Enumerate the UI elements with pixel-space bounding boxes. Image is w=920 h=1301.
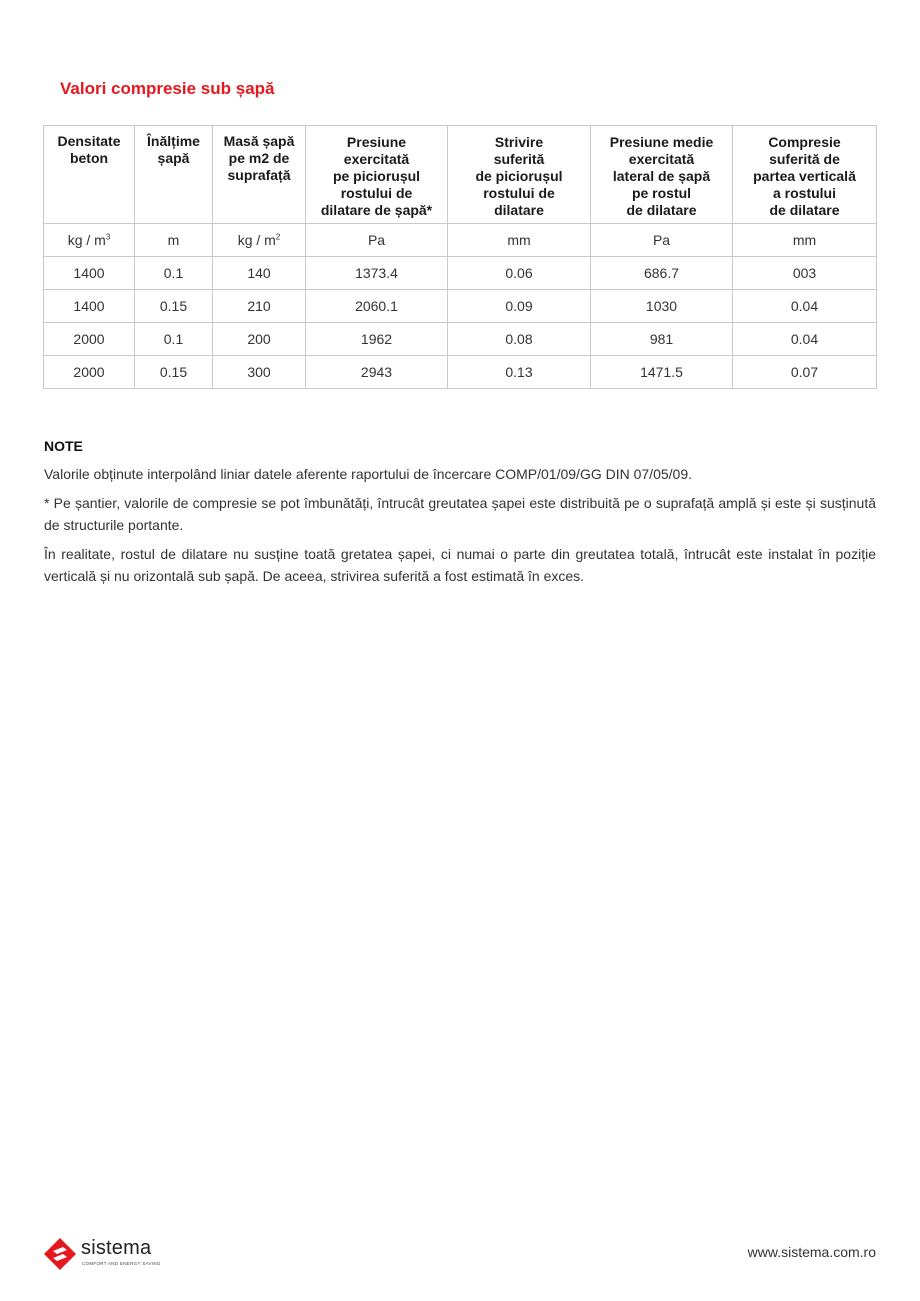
header-lateral-pressure: Presiune medie exercitată lateral de șapă pe rostul de dilatare — [591, 126, 733, 224]
table-row — [44, 257, 877, 290]
unit-pressure: Pa — [306, 224, 448, 257]
table-cell: 140 — [213, 257, 306, 290]
table-cell: 1400 — [44, 290, 135, 323]
table-cell: 0.13 — [448, 356, 591, 389]
unit-height: m — [135, 224, 213, 257]
table-cell: 0.1 — [135, 323, 213, 356]
table-cell: 2000 — [44, 356, 135, 389]
unit-lateral: Pa — [591, 224, 733, 257]
table-cell: 0.09 — [448, 290, 591, 323]
footer-website[interactable]: www.sistema.com.ro — [747, 1244, 876, 1260]
table-cell: 1030 — [591, 290, 733, 323]
table-cell: 1962 — [306, 323, 448, 356]
table-cell: 1373.4 — [306, 257, 448, 290]
table-cell: 1471.5 — [591, 356, 733, 389]
notes-heading: NOTE — [44, 438, 83, 454]
header-density: Densitate beton — [44, 126, 135, 224]
unit-mass-base: kg / m — [237, 232, 276, 248]
sistema-logo — [43, 1237, 163, 1271]
unit-crush: mm — [448, 224, 591, 257]
notes-section — [44, 438, 876, 594]
unit-density — [44, 224, 135, 257]
table-cell: 2060.1 — [306, 290, 448, 323]
sistema-logo-icon — [43, 1237, 77, 1271]
note-paragraph: * Pe șantier, valorile de compresie se pot îmbunătăți, întrucât greutatea șapei este distribuită pe o suprafață amplă și este și susținută de structurile portante. — [44, 495, 876, 533]
table-cell: 0.07 — [733, 356, 877, 389]
logo-name: sistema — [81, 1237, 152, 1259]
header-height: Înălțime șapă — [135, 126, 213, 224]
table-cell: 210 — [213, 290, 306, 323]
note-paragraph: Valorile obținute interpolând liniar datele aferente raportului de încercare COMP/01/09/GG DIN 07/05/09. — [44, 466, 692, 482]
unit-mass-exp: 2 — [275, 232, 281, 242]
table-cell: 0.04 — [733, 290, 877, 323]
compression-table — [43, 125, 877, 389]
header-pressure: Presiune exercitată pe piciorușul rostului de dilatare de șapă* — [306, 126, 448, 224]
header-compression: Compresie suferită de partea verticală a rostului de dilatare — [733, 126, 877, 224]
table-cell: 0.15 — [135, 356, 213, 389]
unit-mass — [213, 224, 306, 257]
table-cell: 200 — [213, 323, 306, 356]
table-cell: 1400 — [44, 257, 135, 290]
table-cell: 0.15 — [135, 290, 213, 323]
unit-density-base: kg / m — [67, 232, 106, 248]
table-row — [44, 290, 877, 323]
logo-tagline: COMFORT AND ENERGY SAVING — [82, 1261, 161, 1266]
table-cell: 300 — [213, 356, 306, 389]
table-cell: 003 — [733, 257, 877, 290]
unit-compression: mm — [733, 224, 877, 257]
table-cell: 2000 — [44, 323, 135, 356]
page-title: Valori compresie sub șapă — [60, 79, 275, 98]
table-cell: 0.1 — [135, 257, 213, 290]
table-cell: 2943 — [306, 356, 448, 389]
units-row — [44, 224, 877, 257]
table-row — [44, 323, 877, 356]
note-paragraph: În realitate, rostul de dilatare nu susține toată gretatea șapei, ci numai o parte din greutatea totală, întrucât este instalat în poziție verticală și nu orizontală sub șapă. De aceea, strivirea suferită a fost estimată în exces. — [44, 546, 876, 584]
table-header-row — [44, 126, 877, 224]
table-cell: 0.06 — [448, 257, 591, 290]
table-cell: 981 — [591, 323, 733, 356]
table-cell: 0.04 — [733, 323, 877, 356]
header-mass: Masă șapă pe m2 de suprafață — [213, 126, 306, 224]
table-cell: 0.08 — [448, 323, 591, 356]
table-cell: 686.7 — [591, 257, 733, 290]
table-row — [44, 356, 877, 389]
unit-density-exp: 3 — [105, 232, 111, 242]
header-crush: Strivire suferită de piciorușul rostului de dilatare — [448, 126, 591, 224]
